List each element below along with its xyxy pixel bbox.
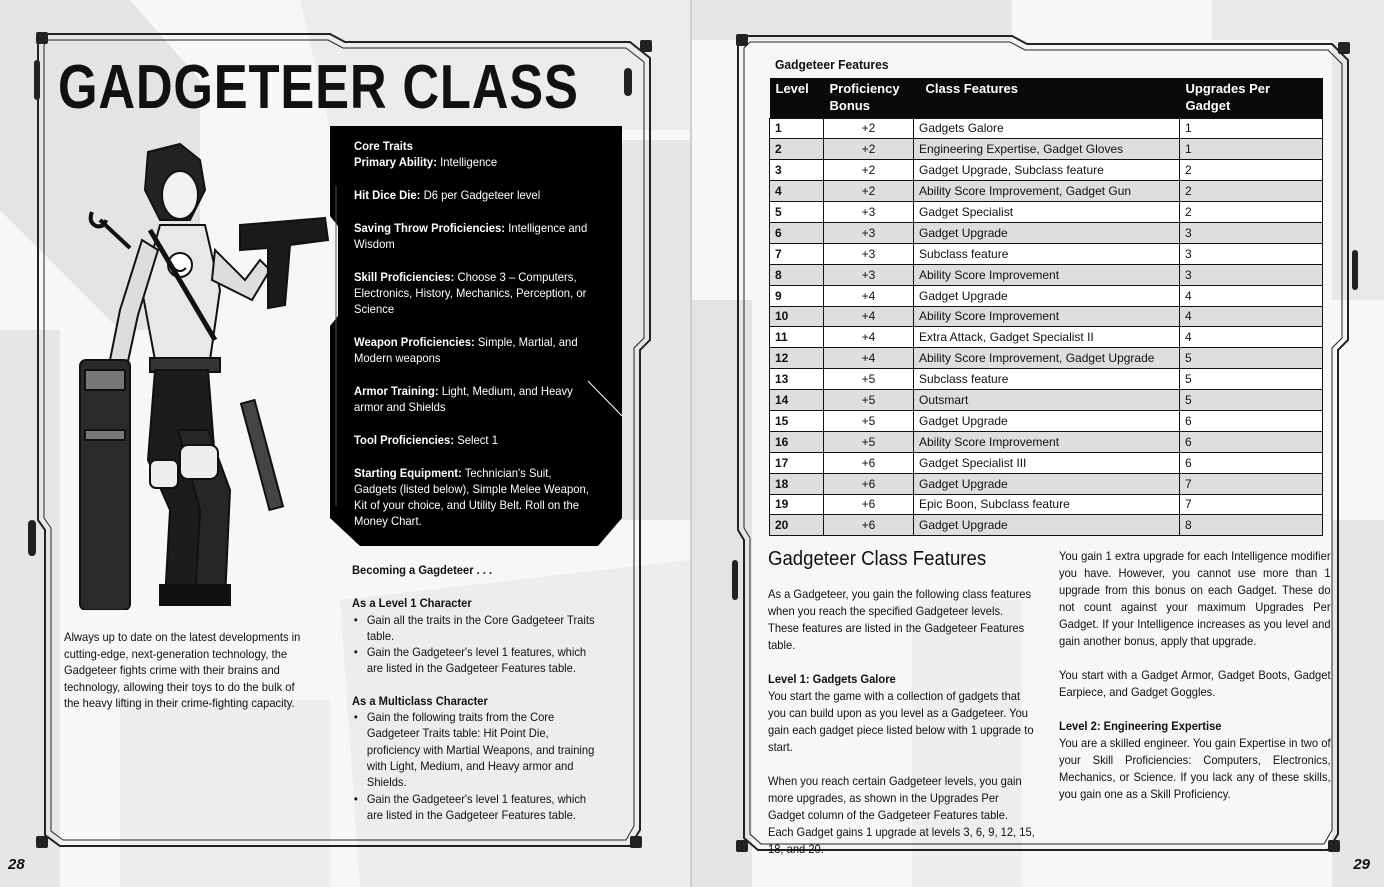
- cell-class-features: Outsmart: [914, 390, 1180, 411]
- cell-upgrades: 6: [1180, 410, 1323, 431]
- features-column-right: [1059, 548, 1331, 820]
- table-row: [770, 390, 1323, 411]
- cell-upgrades: 4: [1180, 306, 1323, 327]
- cell-proficiency-bonus: +3: [824, 243, 914, 264]
- cell-level: 19: [770, 494, 824, 515]
- cell-level: 10: [770, 306, 824, 327]
- class-title: GADGETEER CLASS: [58, 53, 579, 122]
- page-number-right: 29: [1353, 856, 1370, 873]
- table-row: [770, 410, 1323, 431]
- cell-class-features: Gadget Upgrade: [914, 515, 1180, 536]
- section-title: Gadgeteer Class Features: [768, 548, 987, 570]
- cell-upgrades: 6: [1180, 452, 1323, 473]
- cell-proficiency-bonus: +6: [824, 452, 914, 473]
- core-traits-content: [354, 138, 593, 546]
- cell-upgrades: 1: [1180, 118, 1323, 139]
- features-column-left: [768, 586, 1036, 875]
- cell-class-features: Extra Attack, Gadget Specialist II: [914, 327, 1180, 348]
- cell-upgrades: 2: [1180, 202, 1323, 223]
- level2-heading: Level 2: Engineering Expertise: [1059, 719, 1222, 733]
- cell-level: 8: [770, 264, 824, 285]
- multiclass-heading: As a Multiclass Character: [352, 693, 488, 708]
- list-item: • Gain the Gadgeteer's level 1 features, which are listed in the Gadgeteer Features table.: [352, 644, 603, 677]
- cell-level: 11: [770, 327, 824, 348]
- cell-level: 12: [770, 348, 824, 369]
- table-row: [770, 118, 1323, 139]
- cell-class-features: Epic Boon, Subclass feature: [914, 494, 1180, 515]
- trait-weapon-proficiencies: Weapon Proficiencies: Simple, Martial, and Modern weapons: [354, 335, 578, 365]
- cell-proficiency-bonus: +6: [824, 515, 914, 536]
- cell-upgrades: 7: [1180, 494, 1323, 515]
- trait-primary-ability: Primary Ability: Intelligence: [354, 155, 498, 169]
- table-row: [770, 202, 1323, 223]
- cell-level: 7: [770, 243, 824, 264]
- trait-skill-proficiencies: Skill Proficiencies: Choose 3 – Computers, Electronics, History, Mechanics, Perception, or Science: [354, 270, 587, 316]
- cell-proficiency-bonus: +6: [824, 473, 914, 494]
- cell-class-features: Gadget Upgrade: [914, 285, 1180, 306]
- level1-heading: Level 1: Gadgets Galore: [768, 672, 896, 686]
- cell-proficiency-bonus: +4: [824, 327, 914, 348]
- table-row: [770, 222, 1323, 243]
- cell-level: 6: [770, 222, 824, 243]
- level1-paragraph-1: You start the game with a collection of gadgets that you can build upon as you level as a Gadgeteer. You gain each gadget piece listed below with 1 upgrade to start.: [768, 689, 1034, 754]
- table-row: [770, 327, 1323, 348]
- cell-proficiency-bonus: +5: [824, 369, 914, 390]
- cell-proficiency-bonus: +4: [824, 348, 914, 369]
- table-row: [770, 306, 1323, 327]
- cell-level: 4: [770, 181, 824, 202]
- starting-gadgets-paragraph: You start with a Gadget Armor, Gadget Boots, Gadget Earpiece, and Gadget Goggles.: [1059, 668, 1331, 699]
- table-row: [770, 181, 1323, 202]
- table-row: [770, 243, 1323, 264]
- cell-upgrades: 7: [1180, 473, 1323, 494]
- list-item: • Gain all the traits in the Core Gadgeteer Traits table.: [352, 612, 603, 645]
- header-class-features: Class Features: [914, 78, 1180, 118]
- gadgeteer-features-table: [769, 78, 1323, 536]
- cell-upgrades: 2: [1180, 160, 1323, 181]
- cell-proficiency-bonus: +5: [824, 410, 914, 431]
- trait-hit-dice: Hit Dice Die: D6 per Gadgeteer level: [354, 188, 541, 202]
- multiclass-list: [352, 709, 603, 823]
- cell-upgrades: 5: [1180, 348, 1323, 369]
- list-item: • Gain the following traits from the Core Gadgeteer Traits table: Hit Point Die, proficiency with Martial Weapons, and training with Light, Medium, and Heavy armor and Shields.: [352, 709, 603, 790]
- features-table-body: [770, 118, 1323, 536]
- cell-class-features: Gadget Upgrade: [914, 222, 1180, 243]
- table-row: [770, 264, 1323, 285]
- table-row: [770, 494, 1323, 515]
- cell-class-features: Ability Score Improvement: [914, 306, 1180, 327]
- table-row: [770, 431, 1323, 452]
- table-row: [770, 473, 1323, 494]
- core-traits-heading: Core Traits: [354, 139, 413, 153]
- features-intro: As a Gadgeteer, you gain the following class features when you reach the specified Gadgeteer levels. These features are listed in the Gadgeteer Features table.: [768, 587, 1032, 652]
- cell-level: 9: [770, 285, 824, 306]
- cell-upgrades: 3: [1180, 222, 1323, 243]
- cell-upgrades: 4: [1180, 285, 1323, 306]
- table-row: [770, 285, 1323, 306]
- cell-level: 17: [770, 452, 824, 473]
- cell-level: 1: [770, 118, 824, 139]
- cell-upgrades: 2: [1180, 181, 1323, 202]
- cell-class-features: Ability Score Improvement, Gadget Gun: [914, 181, 1180, 202]
- header-proficiency-bonus: Proficiency Bonus: [824, 78, 914, 118]
- cell-class-features: Gadgets Galore: [914, 118, 1180, 139]
- cell-class-features: Gadget Upgrade, Subclass feature: [914, 160, 1180, 181]
- cell-proficiency-bonus: +2: [824, 139, 914, 160]
- page-number-left: 28: [8, 856, 25, 873]
- right-page: [692, 0, 1384, 887]
- list-item: • Gain the Gadgeteer's level 1 features, which are listed in the Gadgeteer Features table.: [352, 791, 603, 824]
- cell-class-features: Ability Score Improvement: [914, 431, 1180, 452]
- cell-proficiency-bonus: +6: [824, 494, 914, 515]
- cell-class-features: Gadget Upgrade: [914, 410, 1180, 431]
- table-header-row: [770, 78, 1323, 118]
- cell-level: 5: [770, 202, 824, 223]
- cell-level: 18: [770, 473, 824, 494]
- cell-upgrades: 3: [1180, 264, 1323, 285]
- table-row: [770, 452, 1323, 473]
- trait-saving-throws: Saving Throw Proficiencies: Intelligence and Wisdom: [354, 221, 588, 251]
- cell-proficiency-bonus: +2: [824, 118, 914, 139]
- cell-class-features: Engineering Expertise, Gadget Gloves: [914, 139, 1180, 160]
- cell-level: 13: [770, 369, 824, 390]
- cell-upgrades: 1: [1180, 139, 1323, 160]
- gadgeteer-illustration: [30, 130, 340, 610]
- cell-level: 20: [770, 515, 824, 536]
- cell-upgrades: 6: [1180, 431, 1323, 452]
- cell-level: 15: [770, 410, 824, 431]
- cell-upgrades: 5: [1180, 390, 1323, 411]
- table-row: [770, 348, 1323, 369]
- cell-proficiency-bonus: +5: [824, 390, 914, 411]
- table-row: [770, 515, 1323, 536]
- cell-level: 14: [770, 390, 824, 411]
- cell-proficiency-bonus: +2: [824, 181, 914, 202]
- class-intro-paragraph: Always up to date on the latest developments in cutting-edge, next-generation technology, the Gadgeteer fights crime with their brains and technology, allowing their toys to do the bulk of the heavy lifting in their crime-fighting capacity.: [64, 630, 301, 710]
- cell-proficiency-bonus: +4: [824, 306, 914, 327]
- cell-proficiency-bonus: +3: [824, 264, 914, 285]
- cell-class-features: Subclass feature: [914, 243, 1180, 264]
- cell-upgrades: 5: [1180, 369, 1323, 390]
- cell-class-features: Gadget Upgrade: [914, 473, 1180, 494]
- cell-proficiency-bonus: +3: [824, 222, 914, 243]
- cell-class-features: Ability Score Improvement, Gadget Upgrade: [914, 348, 1180, 369]
- trait-armor-training: Armor Training: Light, Medium, and Heavy armor and Shields: [354, 384, 573, 414]
- cell-level: 3: [770, 160, 824, 181]
- cell-upgrades: 3: [1180, 243, 1323, 264]
- trait-starting-equipment: Starting Equipment: Technician's Suit, Gadgets (listed below), Simple Melee Weapon, Kit of your choice, and Utility Belt. Roll on the Money Chart.: [354, 466, 589, 528]
- header-upgrades-per-gadget: Upgrades Per Gadget: [1180, 78, 1323, 118]
- cell-proficiency-bonus: +4: [824, 285, 914, 306]
- table-row: [770, 369, 1323, 390]
- cell-class-features: Gadget Specialist: [914, 202, 1180, 223]
- cell-class-features: Ability Score Improvement: [914, 264, 1180, 285]
- cell-class-features: Subclass feature: [914, 369, 1180, 390]
- cell-level: 16: [770, 431, 824, 452]
- table-row: [770, 160, 1323, 181]
- cell-upgrades: 8: [1180, 515, 1323, 536]
- becoming-heading: Becoming a Gagdeteer . . .: [352, 563, 493, 577]
- cell-upgrades: 4: [1180, 327, 1323, 348]
- level1-paragraph-2: When you reach certain Gadgeteer levels, you gain more upgrades, as shown in the Upgrades Per Gadget column of the Gadgeteer Features table. Each Gadget gains 1 upgrade at levels 3, 6, 9, 12, 15, 18, and 20.: [768, 774, 1035, 856]
- intelligence-bonus-paragraph: You gain 1 extra upgrade for each Intelligence modifier you have. However, you cannot use more than 1 upgrade from this bonus on each Gadget. These do not count against your maximum Upgrades Per Gadget. If your Intelligence increases as you level and gain another bonus, apply that upgrade.: [1059, 549, 1331, 648]
- table-row: [770, 139, 1323, 160]
- level1-character-heading: As a Level 1 Character: [352, 596, 472, 611]
- features-table-caption: Gadgeteer Features: [775, 57, 889, 72]
- header-level: Level: [770, 78, 824, 118]
- cell-proficiency-bonus: +2: [824, 160, 914, 181]
- level1-character-list: [352, 612, 603, 677]
- level2-paragraph: You are a skilled engineer. You gain Expertise in two of your Skill Proficiencies: Computers, Electronics, Mechanics, or Science. If you lack any of these skills, you gain one as a Skill Proficiency.: [1059, 736, 1331, 801]
- cell-level: 2: [770, 139, 824, 160]
- cell-proficiency-bonus: +3: [824, 202, 914, 223]
- becoming-section: [352, 562, 603, 839]
- left-page: [0, 0, 690, 887]
- trait-tool-proficiencies: Tool Proficiencies: Select 1: [354, 433, 498, 447]
- core-traits-panel: [330, 126, 622, 546]
- cell-proficiency-bonus: +5: [824, 431, 914, 452]
- cell-class-features: Gadget Specialist III: [914, 452, 1180, 473]
